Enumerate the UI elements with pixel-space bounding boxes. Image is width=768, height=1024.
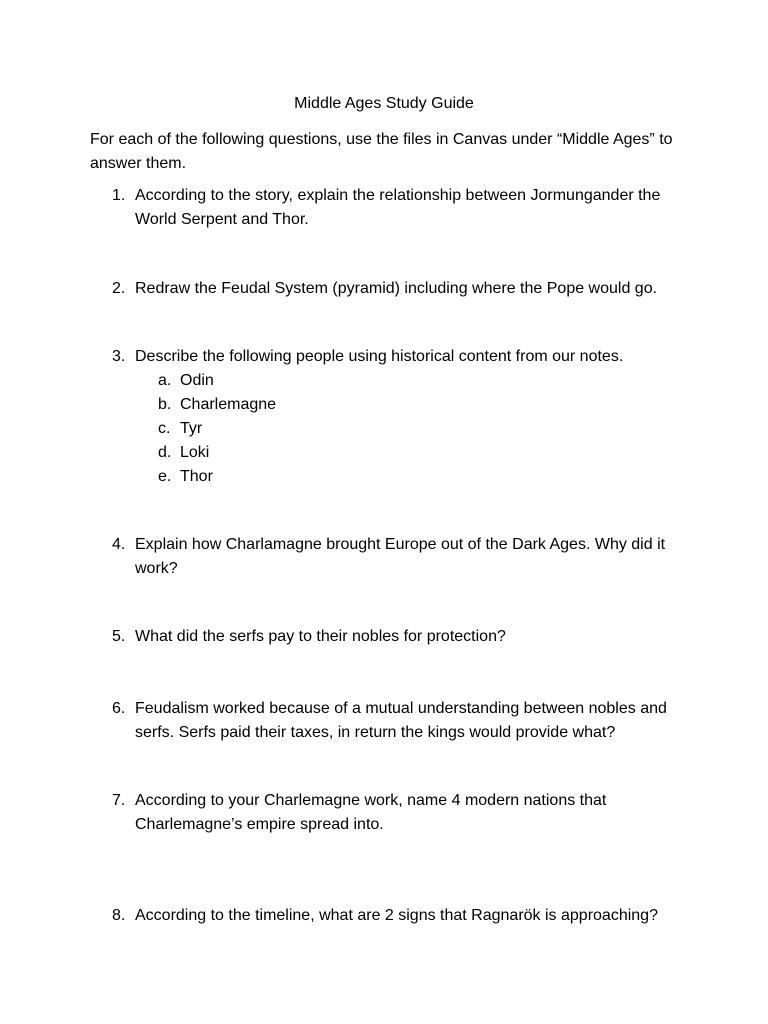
list-item-letter: c.: [158, 420, 171, 437]
question-number: 4.: [112, 536, 126, 553]
question-number: 7.: [112, 792, 126, 809]
question-number: 1.: [112, 187, 126, 204]
question-number: 6.: [112, 700, 126, 717]
list-item-name: Charlemagne: [180, 396, 277, 413]
list-item: [158, 369, 458, 393]
list-item: [158, 417, 458, 441]
list-item-letter: d.: [158, 444, 172, 461]
question-number: 2.: [112, 280, 126, 297]
question-5: [112, 625, 682, 649]
question-text: Describe the following people using historical content from our notes.: [135, 348, 624, 365]
question-text: Feudalism worked because of a mutual understanding between nobles and serfs. Serfs paid their taxes, in return the kings would provide what?: [135, 700, 667, 741]
question-7: [112, 789, 682, 837]
list-item-name: Odin: [180, 372, 214, 389]
list-item-name: Loki: [180, 444, 210, 461]
question-4: [112, 533, 682, 581]
question-6: [112, 697, 682, 745]
question-text: According to your Charlemagne work, name 4 modern nations that Charlemagne’s empire spread into.: [135, 792, 607, 833]
question-8: [112, 904, 682, 928]
question-number: 8.: [112, 907, 126, 924]
list-item: [158, 465, 458, 489]
page-title: Middle Ages Study Guide: [294, 95, 474, 112]
list-item-name: Tyr: [180, 420, 203, 437]
question-number: 3.: [112, 348, 126, 365]
question-2: [112, 277, 682, 301]
question-number: 5.: [112, 628, 126, 645]
intro-paragraph: For each of the following questions, use the files in Canvas under “Middle Ages” to answer them.: [90, 131, 673, 172]
question-text: According to the story, explain the relationship between Jormungander the World Serpent and Thor.: [135, 187, 661, 228]
list-item-letter: e.: [158, 468, 172, 485]
question-text: Explain how Charlamagne brought Europe out of the Dark Ages. Why did it work?: [135, 536, 666, 577]
question-3: [112, 345, 682, 369]
list-item: [158, 441, 458, 465]
list-item-letter: b.: [158, 396, 172, 413]
question-text: Redraw the Feudal System (pyramid) including where the Pope would go.: [135, 280, 658, 297]
question-1: [112, 184, 682, 232]
list-item-name: Thor: [180, 468, 213, 485]
list-item: [158, 393, 458, 417]
question-text: What did the serfs pay to their nobles for protection?: [135, 628, 506, 645]
question-text: According to the timeline, what are 2 signs that Ragnarök is approaching?: [135, 907, 658, 924]
question-3-subitems: [158, 369, 458, 489]
list-item-letter: a.: [158, 372, 172, 389]
